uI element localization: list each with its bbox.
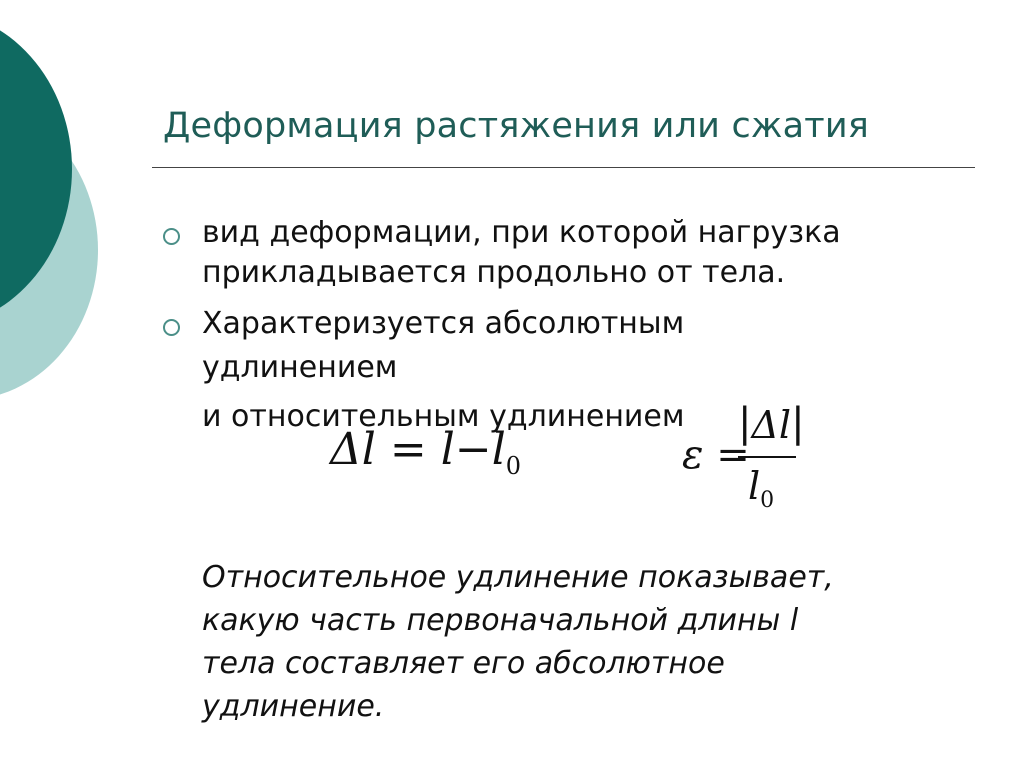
denominator-l: l <box>748 464 761 508</box>
denominator-subscript: 0 <box>760 488 775 513</box>
numerator-delta-l: Δl <box>751 403 792 447</box>
bullet-2-line-1: Характеризуется абсолютным <box>202 306 685 341</box>
formula-l0: l <box>491 424 506 475</box>
formula-minus: − <box>454 424 492 475</box>
bullet-1-line-2: прикладывается продольно от тела. <box>202 255 786 290</box>
continuation-text: и относительным удлинением <box>202 399 685 434</box>
abs-bar-right: | <box>791 400 805 446</box>
formula-equals: = <box>389 424 427 475</box>
bullet-ring-icon <box>163 319 180 336</box>
formula-equals-2: = <box>716 432 750 478</box>
note-line-1: Относительное удлинение показывает, <box>202 560 834 595</box>
bullet-ring-icon <box>163 228 180 245</box>
fraction-numerator <box>738 399 805 449</box>
formula-l0-subscript: 0 <box>505 452 522 480</box>
note-line-4: удлинение. <box>202 689 385 724</box>
title-divider <box>152 167 975 168</box>
bullet-1-line-1: вид деформации, при которой нагрузка <box>202 215 841 250</box>
formula-l: l <box>440 424 455 475</box>
formula-epsilon: ε <box>682 432 704 478</box>
fraction-line <box>738 456 796 458</box>
note-line-2: какую часть первоначальной длины l <box>202 603 799 638</box>
slide-title: Деформация растяжения или сжатия <box>163 106 870 146</box>
fraction-denominator <box>748 462 774 525</box>
bullet-2-line-2: удлинением <box>202 350 398 385</box>
absolute-elongation-formula <box>330 420 521 496</box>
formula-delta-l: Δl <box>330 424 376 475</box>
abs-bar-left: | <box>738 400 752 446</box>
note-line-3: тела составляет его абсолютное <box>202 646 725 681</box>
explanation-note <box>202 556 834 728</box>
